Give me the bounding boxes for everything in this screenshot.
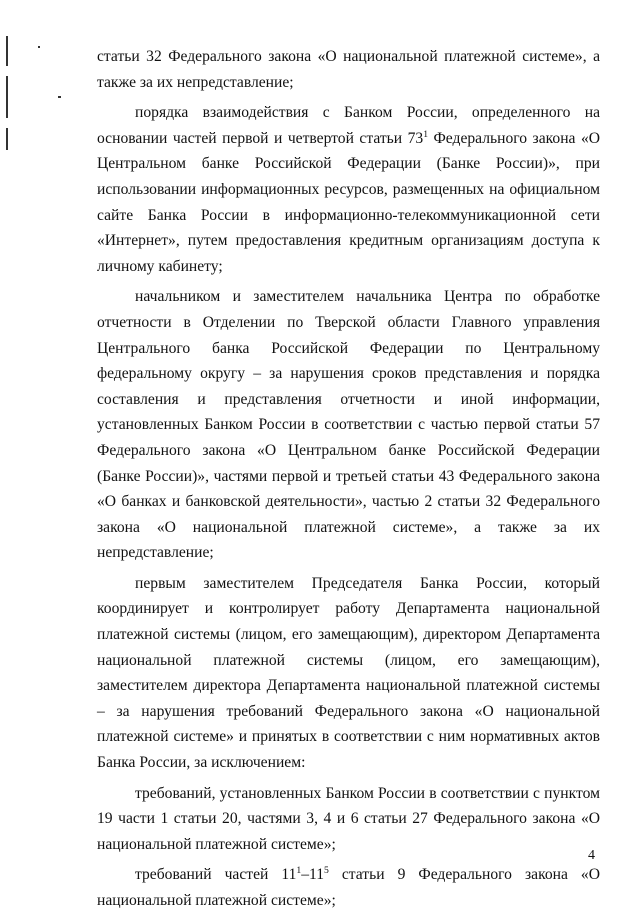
scan-mark	[6, 128, 8, 150]
superscript: 1	[423, 128, 429, 140]
scan-mark	[6, 36, 8, 66]
superscript: 1	[296, 865, 302, 877]
paragraph: статьи 32 Федерального закона «О национальной платежной системе», а также за их непредставление;	[97, 48, 600, 91]
paragraph: требований, установленных Банком России в соответствии с пунктом 19 части 1 статьи 20, частями 3, 4 и 6 статьи 27 Федерального закона «О национальной платежной системе»;	[97, 784, 600, 853]
paragraph: требований частей $11^1-11^5$ статьи 9 Федерального закона «О национальной платежной системе»;	[97, 865, 600, 909]
scan-mark	[58, 96, 61, 98]
body-text	[97, 44, 600, 919]
paragraph: первым заместителем Председателя Банка России, который координирует и контролирует работу Департамента национальной платежной системы (лицом, его замещающим), директором Департамента национальной платежной системы (лицом, его замещающим), заместителем директора Департамента национальной платежной системы – за нарушения требований Федерального закона «О национальной платежной системе» и принятых в соответствии с ним нормативных актов Банка России, за исключением:	[97, 574, 600, 772]
paragraph: начальником и заместителем начальника Центра по обработке отчетности в Отделении по Тверской области Главного управления Центрального банка Российской Федерации по Центральному федеральному округу – за нарушения сроков представления и порядка составления и представления отчетности и иной информации, установленных Банком России в соответствии с частью первой статьи 57 Федерального закона «О Центральном банке Российской Федерации (Банке России)», частями первой и третьей статьи 43 Федерального закона «О банках и банковской деятельности», частью 2 статьи 32 Федерального закона «О национальной платежной системе», а также за их непредставление;	[97, 288, 600, 562]
scan-mark	[38, 46, 40, 48]
scan-mark	[6, 76, 8, 118]
paragraph: порядка взаимодействия с Банком России, определенного на основании частей первой и четвертой статьи $73^1$ Федерального закона «О Центральном банке Российской Федерации (Банке России)», при использовании информационных ресурсов, размещенных на официальном сайте Банка России в информационно-телекоммуникационной сети «Интернет», путем предоставления кредитным организациям доступа к личному кабинету;	[97, 104, 600, 275]
superscript: 5	[324, 865, 329, 877]
page-number: 4	[588, 848, 595, 863]
